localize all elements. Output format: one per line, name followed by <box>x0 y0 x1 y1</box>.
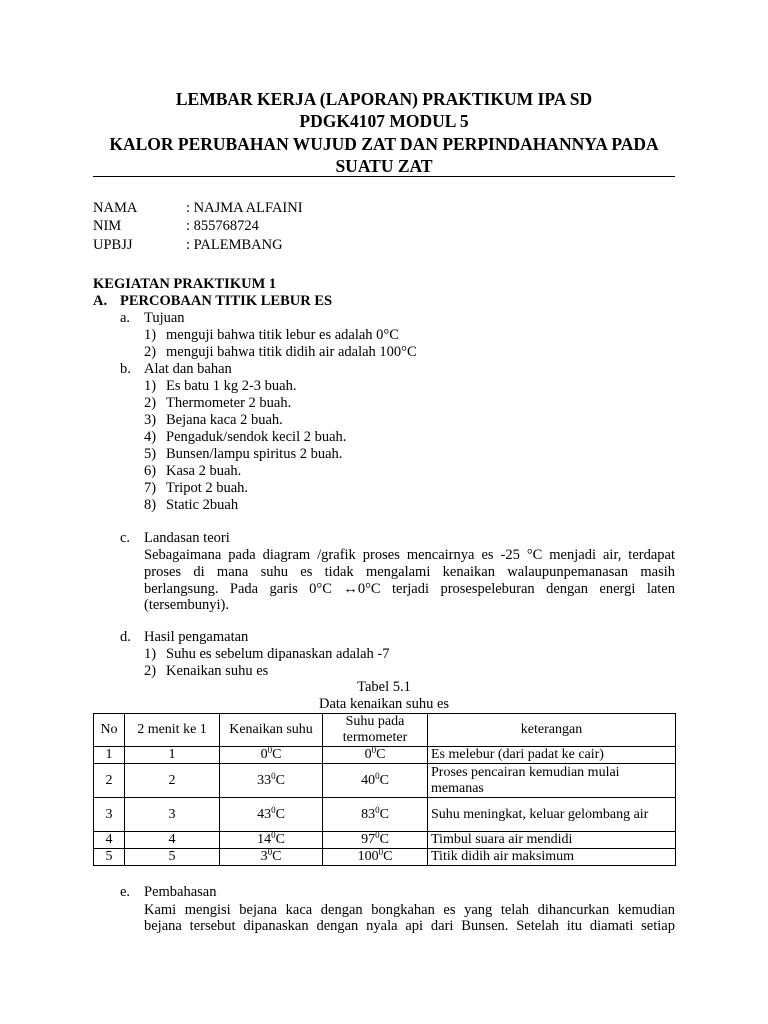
table-row <box>94 747 676 764</box>
cell-keterangan: Timbul suara air mendidi <box>428 832 676 849</box>
cell-no: 4 <box>94 832 125 849</box>
cell-no: 1 <box>94 747 125 764</box>
upbjj-label: UPBJJ <box>93 237 133 253</box>
cell-no: 3 <box>94 798 125 832</box>
cell-suhu <box>323 849 428 866</box>
cell-kenaikan <box>220 849 323 866</box>
cell-suhu <box>323 798 428 832</box>
unit: C <box>275 832 285 847</box>
degree-sup: 0 <box>378 847 384 857</box>
unit: C <box>376 747 386 762</box>
list-number: 1) <box>144 378 157 394</box>
paragraph-line: berlangsung. Pada garis 0°C ↔0°C terjadi prosespeleburan dengan energi laten <box>144 581 675 597</box>
unit: C <box>272 849 282 864</box>
table-row <box>94 764 676 798</box>
table-caption-title: Data kenaikan suhu es <box>318 696 450 712</box>
cell-kenaikan <box>220 798 323 832</box>
cell-suhu <box>323 832 428 849</box>
landasan-heading: Landasan teori <box>144 530 230 546</box>
list-item: Tripot 2 buah. <box>166 480 249 496</box>
kegiatan-heading: KEGIATAN PRAKTIKUM 1 <box>93 276 277 292</box>
list-number: 2) <box>144 395 157 411</box>
list-number: 2) <box>144 344 157 360</box>
degree-sup: 0 <box>371 745 377 755</box>
degree-sup: 0 <box>375 770 380 781</box>
list-number: 1) <box>144 646 157 662</box>
cell-suhu <box>323 747 428 764</box>
unit: C <box>275 806 285 822</box>
list-item: menguji bahwa titik didih air adalah 100°C <box>166 344 417 360</box>
data-table <box>93 713 676 866</box>
cell-keterangan: Proses pencairan kemudian mulai memanas <box>428 764 676 798</box>
table-caption-number: Tabel 5.1 <box>357 679 411 695</box>
cell-kenaikan <box>220 832 323 849</box>
column-header: keterangan <box>428 714 676 747</box>
list-item: Pengaduk/sendok kecil 2 buah. <box>166 429 347 445</box>
list-number: 5) <box>144 446 157 462</box>
paragraph-line: proses di mana suhu es tidak mengalami kenaikan walaupunpemanasan masih <box>144 564 675 580</box>
nama-value: : NAJMA ALFAINI <box>186 200 303 216</box>
value: 97 <box>361 832 376 847</box>
document-title-line-3: KALOR PERUBAHAN WUJUD ZAT DAN PERPINDAHANNYA PADA <box>109 134 659 154</box>
paragraph-line: Kami mengisi bejana kaca dengan bongkahan es yang telah dihancurkan kemudian <box>144 902 675 918</box>
hasil-marker: d. <box>120 629 131 645</box>
list-number: 6) <box>144 463 157 479</box>
list-item: Es batu 1 kg 2-3 buah. <box>166 378 297 394</box>
list-number: 4) <box>144 429 157 445</box>
cell-suhu <box>323 764 428 798</box>
value: 43 <box>257 806 272 822</box>
pembahasan-heading: Pembahasan <box>144 884 217 900</box>
tujuan-marker: a. <box>120 310 131 326</box>
column-header: No <box>94 714 125 747</box>
upbjj-value: : PALEMBANG <box>186 237 283 253</box>
list-number: 7) <box>144 480 157 496</box>
tujuan-heading: Tujuan <box>144 310 185 326</box>
list-item: Bejana kaca 2 buah. <box>166 412 283 428</box>
list-number: 8) <box>144 497 157 513</box>
list-item: Kasa 2 buah. <box>166 463 242 479</box>
unit: C <box>275 772 285 788</box>
nim-value: : 855768724 <box>186 218 259 234</box>
degree-sup: 0 <box>267 745 273 755</box>
cell-menit: 2 <box>125 764 220 798</box>
list-number: 3) <box>144 412 157 428</box>
section-a-marker: A. <box>93 293 108 309</box>
list-item: Thermometer 2 buah. <box>166 395 292 411</box>
table-row <box>94 832 676 849</box>
table-row <box>94 849 676 866</box>
list-item: Suhu es sebelum dipanaskan adalah -7 <box>166 646 390 662</box>
document-title-line-4: SUATU ZAT <box>335 156 433 176</box>
cell-no: 2 <box>94 764 125 798</box>
degree-sup: 0 <box>267 847 273 857</box>
hasil-heading: Hasil pengamatan <box>144 629 249 645</box>
cell-kenaikan <box>220 764 323 798</box>
cell-menit: 4 <box>125 832 220 849</box>
cell-menit: 3 <box>125 798 220 832</box>
document-title-line-1: LEMBAR KERJA (LAPORAN) PRAKTIKUM IPA SD <box>175 89 593 109</box>
column-header: 2 menit ke 1 <box>125 714 220 747</box>
list-item: menguji bahwa titik lebur es adalah 0°C <box>166 327 399 343</box>
cell-kenaikan <box>220 747 323 764</box>
degree-sup: 0 <box>375 830 380 840</box>
unit: C <box>383 849 393 864</box>
value: 83 <box>361 806 376 822</box>
list-number: 2) <box>144 663 157 679</box>
value: 3 <box>260 849 268 864</box>
cell-keterangan: Es melebur (dari padat ke cair) <box>428 747 676 764</box>
document-title-line-2: PDGK4107 MODUL 5 <box>299 111 469 131</box>
value: 14 <box>257 832 272 847</box>
value: 100 <box>357 849 379 864</box>
value: 0 <box>364 747 372 762</box>
value: 40 <box>361 772 376 788</box>
value: 33 <box>257 772 272 788</box>
unit: C <box>272 747 282 762</box>
value: 0 <box>260 747 268 762</box>
list-item: Bunsen/lampu spiritus 2 buah. <box>166 446 343 462</box>
degree-sup: 0 <box>271 804 276 815</box>
unit: C <box>379 806 389 822</box>
landasan-marker: c. <box>120 530 131 546</box>
unit: C <box>379 832 389 847</box>
cell-menit: 5 <box>125 849 220 866</box>
degree-sup: 0 <box>271 770 276 781</box>
degree-sup: 0 <box>271 830 276 840</box>
column-header: Kenaikan suhu <box>220 714 323 747</box>
list-item: Static 2buah <box>166 497 239 513</box>
section-a-title: PERCOBAAN TITIK LEBUR ES <box>120 293 333 309</box>
list-item: Kenaikan suhu es <box>166 663 269 679</box>
table-row <box>94 798 676 832</box>
degree-sup: 0 <box>375 804 380 815</box>
pembahasan-marker: e. <box>120 884 131 900</box>
list-number: 1) <box>144 327 157 343</box>
table-header-row <box>94 714 676 747</box>
alat-heading: Alat dan bahan <box>144 361 232 377</box>
cell-no: 5 <box>94 849 125 866</box>
column-header: Suhu pada termometer <box>323 714 428 747</box>
paragraph-line: bejana tersebut dipanaskan dengan nyala api dari Bunsen. Setelah itu diamati setiap <box>144 918 675 934</box>
paragraph-line: (tersembunyi). <box>144 597 229 613</box>
cell-keterangan: Suhu meningkat, keluar gelombang air <box>428 798 676 832</box>
unit: C <box>379 772 389 788</box>
alat-marker: b. <box>120 361 131 377</box>
nama-label: NAMA <box>93 200 138 216</box>
cell-menit: 1 <box>125 747 220 764</box>
paragraph-line: Sebagaimana pada diagram /grafik proses mencairnya es -25 °C menjadi air, terdapat <box>144 547 675 563</box>
cell-keterangan: Titik didih air maksimum <box>428 849 676 866</box>
nim-label: NIM <box>93 218 122 234</box>
title-divider <box>93 176 675 177</box>
